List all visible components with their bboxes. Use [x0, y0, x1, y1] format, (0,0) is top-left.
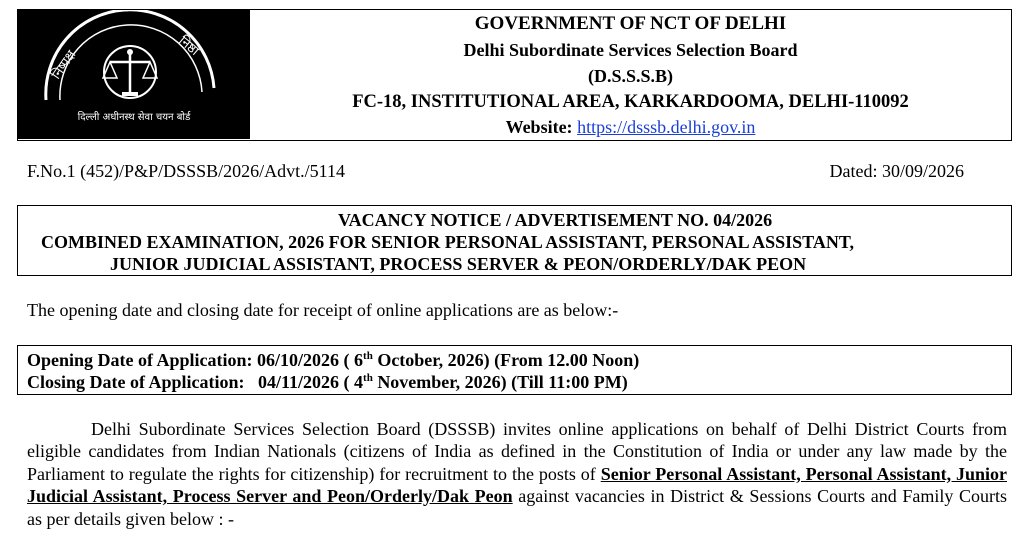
opening-date-value: 06/10/2026 ( 6	[257, 350, 364, 370]
svg-text:निष्पक्ष: निष्पक्ष	[48, 47, 80, 83]
svg-text:निष्ठा: निष्ठा	[175, 33, 202, 59]
intro-text: The opening date and closing date for receipt of online applications are as below:-	[27, 300, 619, 320]
website-label: Website:	[505, 117, 573, 137]
notice-title-line2: COMBINED EXAMINATION, 2026 FOR SENIOR PERSONAL ASSISTANT, PERSONAL ASSISTANT,	[41, 232, 854, 252]
closing-date-value: 04/11/2026 ( 4	[258, 372, 364, 392]
body-paragraph	[27, 418, 1007, 530]
opening-date-suffix: th	[363, 350, 373, 362]
org-abbreviation: (D.S.S.S.B)	[587, 66, 674, 86]
letterhead	[17, 9, 1012, 141]
notice-title-line3: JUNIOR JUDICIAL ASSISTANT, PROCESS SERVER & PEON/ORDERLY/DAK PEON	[110, 254, 807, 274]
opening-date-label: Opening Date of Application:	[27, 350, 253, 370]
org-name-line2: Delhi Subordinate Services Selection Board	[463, 40, 798, 60]
organization-block	[250, 10, 1011, 139]
paragraph-part1: Delhi Subordinate Services Selection Board (DSSSB) invites online applications on behalf of Delhi District Courts from eligible candidates from Indian Nationals (citizens of India as defined in the Constitution of India or under any law made by the Parliament to regulate the rights for citizenship) for recruitment to the posts of	[27, 419, 1007, 484]
closing-date-detail: November, 2026) (Till 11:00 PM)	[372, 372, 628, 392]
org-name-line1: GOVERNMENT OF NCT OF DELHI	[474, 13, 787, 34]
file-number: F.No.1 (452)/P&P/DSSSB/2026/Advt./5114	[27, 161, 345, 181]
org-address: FC-18, INSTITUTIONAL AREA, KARKARDOOMA, DELHI-110092	[352, 92, 909, 112]
notice-title-line1: VACANCY NOTICE / ADVERTISEMENT NO. 04/2026	[338, 210, 773, 230]
posts-list: Senior Personal Assistant, Personal Assistant, Junior Judicial Assistant, Process Server and Peon/Orderly/Dak Peon	[27, 463, 1007, 507]
scales-of-justice-emblem-icon	[18, 10, 250, 139]
closing-date-row	[27, 371, 1011, 393]
website-link[interactable]: https://dsssb.delhi.gov.in	[577, 117, 756, 137]
body-paragraph-text	[27, 418, 1007, 530]
paragraph-part2: against vacancies in District & Sessions Courts and Family Courts as per details given below : -	[27, 486, 1008, 529]
opening-date-row	[27, 349, 1011, 371]
date: Dated: 30/09/2026	[829, 161, 964, 181]
notice-title-box	[17, 205, 1012, 276]
application-dates-box	[17, 345, 1012, 395]
dsssb-logo	[18, 10, 250, 139]
closing-date-label: Closing Date of Application:	[27, 372, 245, 392]
svg-text:दिल्ली अधीनस्थ सेवा चयन बोर्ड: दिल्ली अधीनस्थ सेवा चयन बोर्ड	[77, 112, 191, 123]
closing-date-suffix: th	[363, 372, 373, 384]
opening-date-detail: October, 2026) (From 12.00 Noon)	[372, 350, 640, 370]
website-line	[250, 115, 1011, 139]
